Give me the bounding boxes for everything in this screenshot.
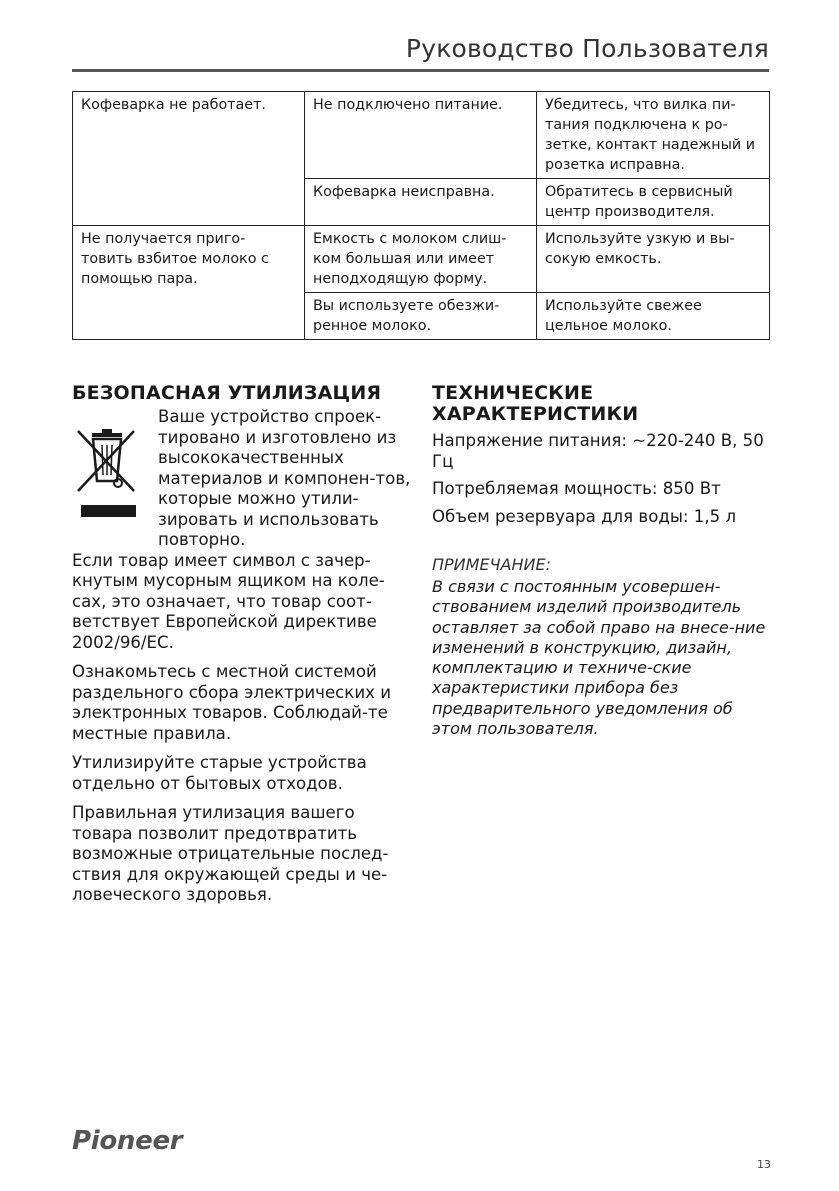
disposal-paragraph: Ознакомьтесь с местной системой раздельного сбора электрических и электронных товаров. Соблюдай-те местные правила. (72, 662, 391, 743)
solution-cell: Обратитесь в сервисный центр производителя. (537, 179, 770, 226)
spec-water-tank: Объем резервуара для воды: 1,5 л (432, 506, 737, 526)
note-title: ПРИМЕЧАНИЕ: (432, 555, 551, 574)
disposal-title: БЕЗОПАСНАЯ УТИЛИЗАЦИЯ (72, 382, 382, 404)
page-header-title: Руководство Пользователя (405, 34, 769, 63)
solution-cell: Используйте свежее цельное молоко. (537, 293, 770, 340)
disposal-paragraph: Правильная утилизация вашего товара позволит предотвратить возможные отрицательные послед-ствия для окружающей среды и че-ловеческого здоровья. (72, 803, 389, 904)
table-row (73, 92, 770, 179)
brand-logo: Pioneer (72, 1126, 183, 1156)
solution-cell: Убедитесь, что вилка пи-тания подключена к ро-зетке, контакт надежный и розетка исправна. (537, 92, 770, 179)
problem-cell: Кофеварка не работает. (73, 92, 305, 226)
cause-cell: Кофеварка неисправна. (305, 179, 537, 226)
table-row (73, 226, 770, 293)
disposal-paragraph: Утилизируйте старые устройства отдельно от бытовых отходов. (72, 753, 367, 793)
solution-cell: Используйте узкую и вы-сокую емкость. (537, 226, 770, 293)
specs-title: ТЕХНИЧЕСКИЕ ХАРАКТЕРИСТИКИ (432, 382, 639, 425)
troubleshooting-table (72, 91, 770, 340)
spec-power: Потребляемая мощность: 850 Вт (432, 479, 721, 498)
page-number: 13 (757, 1158, 771, 1171)
problem-cell: Не получается приго-товить взбитое молоко с помощью пара. (73, 226, 305, 340)
disposal-paragraph: Если товар имеет символ с зачер-кнутым мусорным ящиком на коле-сах, это означает, что товар соот-ветствует Европейской директиве 2002/96/EC. (72, 550, 385, 652)
specs-section (432, 383, 772, 739)
header-divider (72, 69, 769, 72)
disposal-intro (72, 407, 412, 551)
cause-cell: Емкость с молоком слиш-ком большая или имеет неподходящую форму. (305, 226, 537, 293)
disposal-section (72, 383, 412, 915)
crossed-out-wheelie-bin-icon (72, 407, 158, 551)
cause-cell: Не подключено питание. (305, 92, 537, 179)
disposal-intro-text: Ваше устройство спроек-тировано и изготовлено из высококачественных материалов и компонен-тов, которые можно утили-зировать и использовать повторно. (158, 407, 411, 549)
spec-voltage: Напряжение питания: ~220-240 В, 50 Гц (432, 431, 764, 471)
note-text: В связи с постоянным усовершен-ствованием изделий производитель оставляет за собой право на внесе-ние изменений в конструкцию, дизайн, комплектацию и техниче-ские характеристики прибора без предварительного уведомления об этом пользователя. (432, 577, 766, 739)
cause-cell: Вы используете обезжи-ренное молоко. (305, 293, 537, 340)
